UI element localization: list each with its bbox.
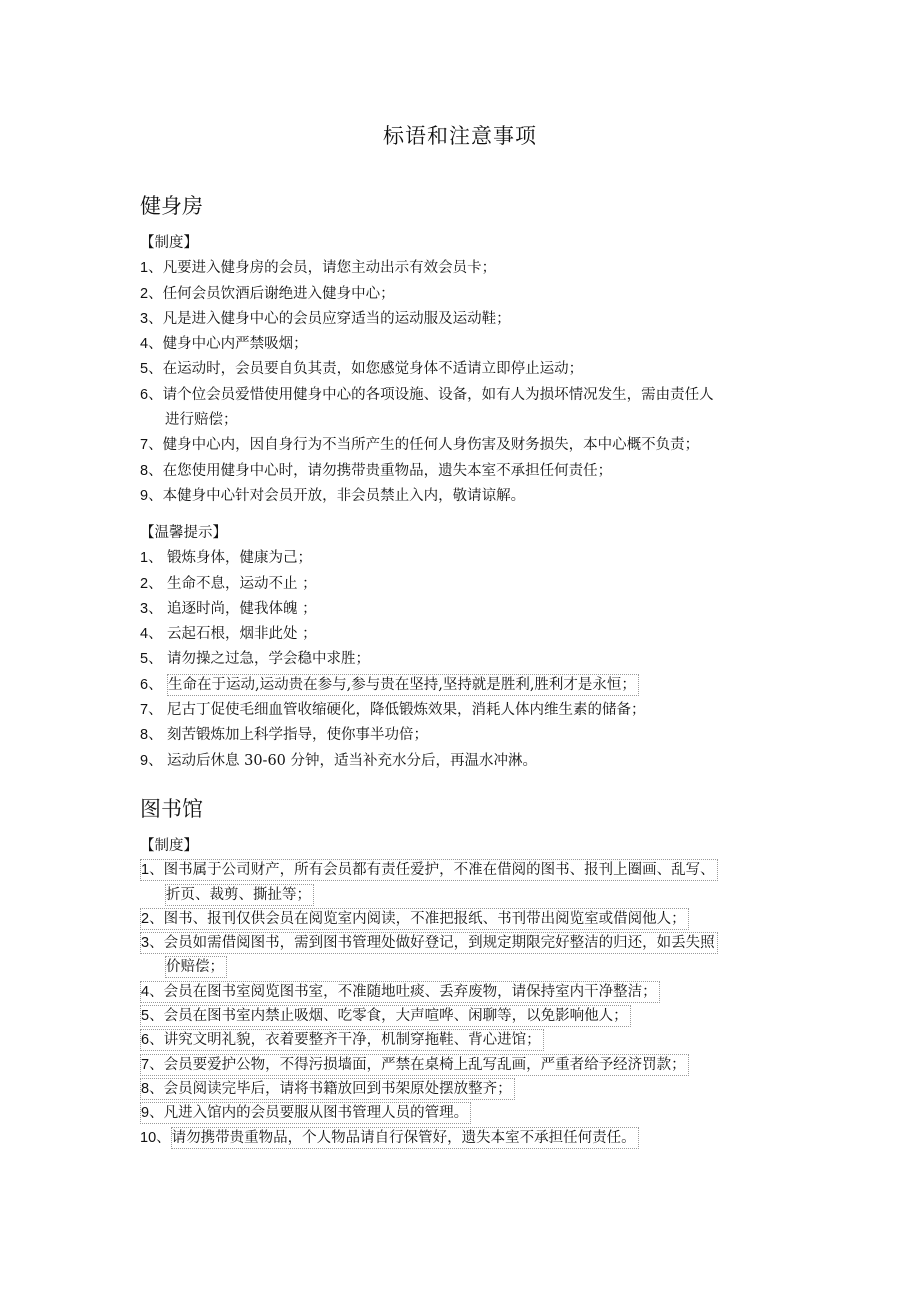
list-item: 4、会员在图书室阅览图书室，不准随地吐痰、丢弃废物，请保持室内干净整洁； bbox=[140, 980, 800, 1004]
list-item: 5、会员在图书室内禁止吸烟、吃零食，大声喧哗、闲聊等，以免影响他人； bbox=[140, 1004, 800, 1028]
gym-rules-label: 【制度】 bbox=[140, 235, 198, 251]
list-item: 4、 云起石根，烟非此处 ； bbox=[140, 626, 317, 643]
gym-tips-label: 【温馨提示】 bbox=[140, 525, 227, 541]
list-item: 3、会员如需借阅图书，需到图书管理处做好登记，到规定期限完好整洁的归还，如丢失照 bbox=[140, 931, 800, 955]
list-item: 2、任何会员饮酒后谢绝进入健身中心； bbox=[140, 285, 395, 302]
list-item: 3、 追逐时尚，健我体魄 ； bbox=[140, 600, 317, 617]
list-item: 5、在运动时，会员要自负其责，如您感觉身体不适请立即停止运动； bbox=[140, 361, 584, 378]
list-item: 1、图书属于公司财产，所有会员都有责任爱护，不准在借阅的图书、报刊上圈画、乱写、 bbox=[140, 858, 800, 882]
list-item: 5、 请勿操之过急，学会稳中求胜； bbox=[140, 651, 370, 668]
list-item: 9、凡进入馆内的会员要服从图书管理人员的管理。 bbox=[140, 1101, 800, 1125]
list-item: 7、健身中心内，因自身行为不当所产生的任何人身伤害及财务损失，本中心概不负责； bbox=[140, 437, 700, 454]
list-item: 1、 锻炼身体，健康为己； bbox=[140, 550, 312, 567]
gym-tips bbox=[140, 521, 800, 774]
library-rules bbox=[140, 834, 800, 1150]
list-item: 8、在您使用健身中心时，请勿携带贵重物品，遗失本室不承担任何责任； bbox=[140, 462, 613, 479]
library-rules-label: 【制度】 bbox=[140, 838, 198, 854]
gym-rules bbox=[140, 231, 800, 509]
list-item: 4、健身中心内严禁吸烟； bbox=[140, 336, 308, 353]
list-item: 3、凡是进入健身中心的会员应穿适当的运动服及运动鞋； bbox=[140, 310, 511, 327]
list-item: 1、凡要进入健身房的会员，请您主动出示有效会员卡； bbox=[140, 260, 497, 277]
gym-heading: 健身房 bbox=[140, 194, 203, 218]
list-item: 7、 尼古丁促使毛细血管收缩硬化，降低锻炼效果，消耗人体内维生素的储备； bbox=[140, 702, 646, 719]
list-item: 10、请勿携带贵重物品，个人物品请自行保管好，遗失本室不承担任何责任。 bbox=[140, 1126, 800, 1150]
page-title: 标语和注意事项 bbox=[383, 124, 537, 148]
list-item: 8、会员阅读完毕后，请将书籍放回到书架原处摆放整齐； bbox=[140, 1077, 800, 1101]
list-item: 2、图书、报刊仅供会员在阅览室内阅读，不准把报纸、书刊带出阅览室或借阅他人； bbox=[140, 907, 800, 931]
library-heading: 图书馆 bbox=[140, 797, 203, 821]
list-item: 9、本健身中心针对会员开放，非会员禁止入内，敬请谅解。 bbox=[140, 487, 526, 504]
list-item: 2、 生命不息，运动不止 ； bbox=[140, 575, 317, 592]
list-item-continuation: 进行赔偿； bbox=[165, 412, 238, 429]
list-item-continuation: 折页、裁剪、撕扯等； bbox=[140, 883, 800, 907]
list-item: 6、讲究文明礼貌，衣着要整齐干净，机制穿拖鞋、背心进馆； bbox=[140, 1028, 800, 1052]
list-item: 6、 生命在于运动,运动贵在参与,参与贵在坚持,坚持就是胜利,胜利才是永恒； bbox=[140, 673, 800, 698]
list-item: 7、会员要爱护公物，不得污损墙面，严禁在桌椅上乱写乱画，严重者给予经济罚款； bbox=[140, 1053, 800, 1077]
list-item: 9、 运动后休息 30-60 分钟，适当补充水分后，再温水冲淋。 bbox=[140, 752, 538, 769]
list-item-continuation: 价赔偿； bbox=[140, 955, 800, 979]
list-item: 6、请个位会员爱惜使用健身中心的各项设施、设备，如有人为损坏情况发生，需由责任人 bbox=[140, 386, 714, 403]
list-item: 8、 刻苦锻炼加上科学指导，使你事半功倍； bbox=[140, 727, 428, 744]
